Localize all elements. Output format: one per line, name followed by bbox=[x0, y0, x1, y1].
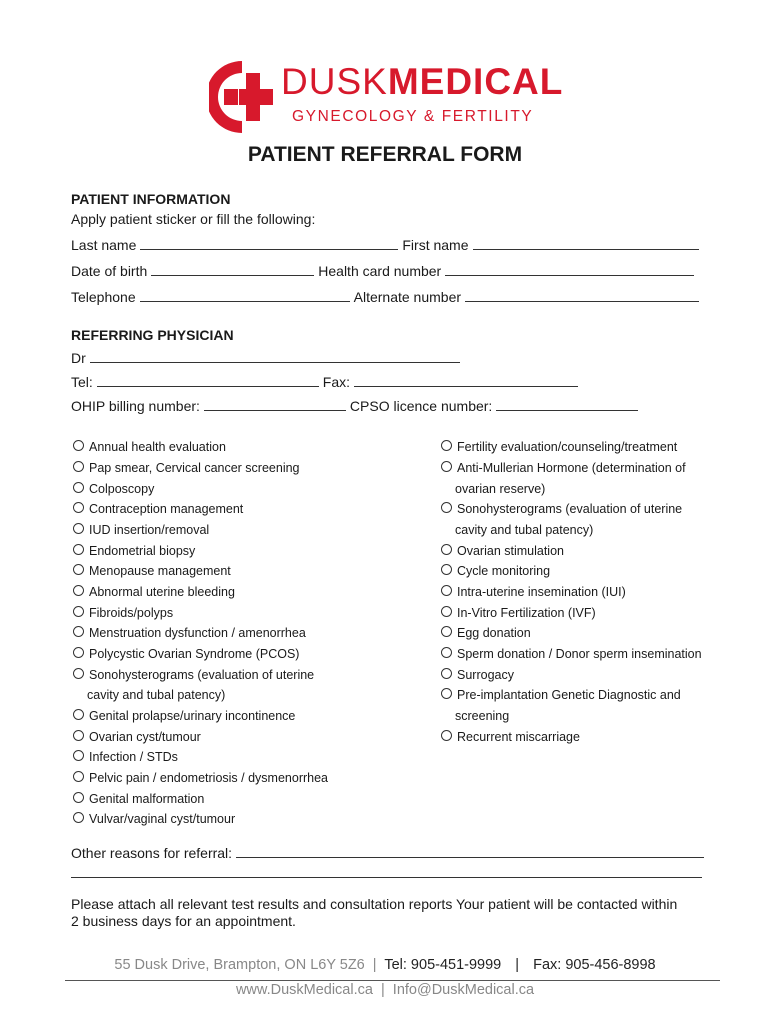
dr-row bbox=[71, 350, 464, 366]
option-right-continuation: cavity and tubal patency) bbox=[455, 523, 594, 537]
dob-field[interactable] bbox=[151, 263, 314, 276]
radio-circle-icon[interactable] bbox=[73, 709, 84, 720]
brand-name-bold: MEDICAL bbox=[387, 61, 564, 102]
tel-field[interactable] bbox=[97, 374, 319, 387]
fax-field[interactable] bbox=[354, 374, 578, 387]
radio-circle-icon[interactable] bbox=[73, 812, 84, 823]
option-right[interactable]: Sperm donation / Donor sperm insemination bbox=[441, 646, 702, 662]
option-right[interactable]: In-Vitro Fertilization (IVF) bbox=[441, 605, 596, 621]
option-right[interactable]: Cycle monitoring bbox=[441, 563, 550, 579]
option-right[interactable]: Fertility evaluation/counseling/treatment bbox=[441, 439, 677, 455]
telephone-label: Telephone bbox=[71, 289, 136, 305]
radio-circle-icon[interactable] bbox=[73, 647, 84, 658]
radio-circle-icon[interactable] bbox=[441, 564, 452, 575]
radio-circle-icon[interactable] bbox=[441, 668, 452, 679]
option-right[interactable]: Egg donation bbox=[441, 625, 531, 641]
patient-info-instruction: Apply patient sticker or fill the following: bbox=[71, 211, 316, 227]
brand-name-light: DUSK bbox=[281, 61, 388, 102]
ohip-label: OHIP billing number: bbox=[71, 398, 200, 414]
radio-circle-icon[interactable] bbox=[73, 482, 84, 493]
radio-circle-icon[interactable] bbox=[73, 668, 84, 679]
radio-circle-icon[interactable] bbox=[73, 730, 84, 741]
radio-circle-icon[interactable] bbox=[441, 544, 452, 555]
radio-circle-icon[interactable] bbox=[441, 585, 452, 596]
footer-fax: Fax: 905-456-8998 bbox=[533, 957, 656, 973]
option-left[interactable]: Vulvar/vaginal cyst/tumour bbox=[73, 811, 235, 827]
radio-circle-icon[interactable] bbox=[73, 502, 84, 513]
name-row bbox=[71, 237, 703, 253]
brand-name bbox=[281, 62, 563, 102]
option-right[interactable]: Sonohysterograms (evaluation of uterine bbox=[441, 501, 682, 517]
radio-circle-icon[interactable] bbox=[73, 750, 84, 761]
option-left[interactable]: IUD insertion/removal bbox=[73, 522, 209, 538]
radio-circle-icon[interactable] bbox=[73, 544, 84, 555]
option-left[interactable]: Polycystic Ovarian Syndrome (PCOS) bbox=[73, 646, 299, 662]
option-right[interactable]: Anti-Mullerian Hormone (determination of bbox=[441, 460, 686, 476]
footer-separator: | bbox=[372, 957, 377, 973]
fax-label: Fax: bbox=[322, 374, 351, 390]
footer-web bbox=[0, 982, 770, 998]
option-left[interactable]: Sonohysterograms (evaluation of uterine bbox=[73, 667, 314, 683]
option-left[interactable]: Colposcopy bbox=[73, 481, 154, 497]
option-right[interactable]: Recurrent miscarriage bbox=[441, 729, 580, 745]
radio-circle-icon[interactable] bbox=[73, 771, 84, 782]
logo-cross-icon bbox=[209, 59, 273, 135]
telephone-row bbox=[71, 289, 703, 305]
radio-circle-icon[interactable] bbox=[73, 606, 84, 617]
form-title: PATIENT REFERRAL FORM bbox=[247, 143, 523, 166]
billing-row bbox=[71, 398, 642, 414]
other-reasons-row bbox=[71, 845, 708, 861]
option-right-continuation: ovarian reserve) bbox=[455, 482, 546, 496]
radio-circle-icon[interactable] bbox=[73, 461, 84, 472]
dr-field[interactable] bbox=[90, 350, 460, 363]
option-left-continuation: cavity and tubal patency) bbox=[87, 688, 226, 702]
radio-circle-icon[interactable] bbox=[441, 647, 452, 658]
option-right[interactable]: Surrogacy bbox=[441, 667, 514, 683]
option-right-continuation: screening bbox=[455, 709, 510, 723]
radio-circle-icon[interactable] bbox=[441, 730, 452, 741]
option-left[interactable]: Pap smear, Cervical cancer screening bbox=[73, 460, 300, 476]
patient-info-heading: PATIENT INFORMATION bbox=[71, 191, 231, 207]
other-reasons-label: Other reasons for referral: bbox=[71, 845, 233, 861]
first-name-label: First name bbox=[402, 237, 469, 253]
option-left[interactable]: Menstruation dysfunction / amenorrhea bbox=[73, 625, 306, 641]
radio-circle-icon[interactable] bbox=[73, 440, 84, 451]
last-name-field[interactable] bbox=[140, 237, 398, 250]
other-reasons-field[interactable] bbox=[236, 845, 704, 858]
health-card-field[interactable] bbox=[445, 263, 694, 276]
option-left[interactable]: Genital prolapse/urinary incontinence bbox=[73, 708, 295, 724]
tel-fax-row bbox=[71, 374, 582, 390]
radio-circle-icon[interactable] bbox=[73, 523, 84, 534]
cpso-label: CPSO licence number: bbox=[349, 398, 493, 414]
radio-circle-icon[interactable] bbox=[73, 564, 84, 575]
option-right[interactable]: Intra-uterine insemination (IUI) bbox=[441, 584, 626, 600]
brand-tagline: GYNECOLOGY & FERTILITY bbox=[292, 108, 534, 125]
option-left[interactable]: Annual health evaluation bbox=[73, 439, 226, 455]
radio-circle-icon[interactable] bbox=[441, 626, 452, 637]
other-reasons-field-line2[interactable] bbox=[71, 877, 702, 878]
option-left[interactable]: Abnormal uterine bleeding bbox=[73, 584, 235, 600]
option-right[interactable]: Ovarian stimulation bbox=[441, 543, 564, 559]
footer-separator: | bbox=[515, 957, 520, 973]
alternate-label: Alternate number bbox=[353, 289, 462, 305]
dr-label: Dr bbox=[71, 350, 86, 366]
footer-website-link[interactable]: www.DuskMedical.ca bbox=[235, 982, 373, 998]
option-left[interactable]: Pelvic pain / endometriosis / dysmenorrhea bbox=[73, 770, 328, 786]
footer-contact bbox=[0, 957, 770, 973]
radio-circle-icon[interactable] bbox=[73, 626, 84, 637]
option-left[interactable]: Fibroids/polyps bbox=[73, 605, 173, 621]
ohip-field[interactable] bbox=[204, 398, 346, 411]
radio-circle-icon[interactable] bbox=[441, 440, 452, 451]
footer-email-link[interactable]: Info@DuskMedical.ca bbox=[392, 982, 535, 998]
last-name-label: Last name bbox=[71, 237, 137, 253]
radio-circle-icon[interactable] bbox=[441, 606, 452, 617]
option-right[interactable]: Pre-implantation Genetic Diagnostic and bbox=[441, 687, 681, 703]
option-left[interactable]: Ovarian cyst/tumour bbox=[73, 729, 201, 745]
telephone-field[interactable] bbox=[140, 289, 350, 302]
health-card-label: Health card number bbox=[318, 263, 442, 279]
note-line1: Please attach all relevant test results and consultation reports Your patient will be contacted within bbox=[71, 896, 678, 912]
note-line2: 2 business days for an appointment. bbox=[71, 913, 296, 929]
radio-circle-icon[interactable] bbox=[441, 688, 452, 699]
footer-separator: | bbox=[380, 982, 385, 998]
footer-divider bbox=[65, 980, 720, 981]
radio-circle-icon[interactable] bbox=[441, 461, 452, 472]
option-left[interactable]: Menopause management bbox=[73, 563, 231, 579]
tel-label: Tel: bbox=[71, 374, 93, 390]
first-name-field[interactable] bbox=[473, 237, 699, 250]
referring-heading: REFERRING PHYSICIAN bbox=[71, 327, 234, 343]
dob-label: Date of birth bbox=[71, 263, 148, 279]
footer-tel: Tel: 905-451-9999 bbox=[384, 957, 502, 973]
radio-circle-icon[interactable] bbox=[73, 585, 84, 596]
footer-address: 55 Dusk Drive, Brampton, ON L6Y 5Z6 bbox=[114, 957, 365, 973]
option-left[interactable]: Infection / STDs bbox=[73, 749, 178, 765]
radio-circle-icon[interactable] bbox=[441, 502, 452, 513]
radio-circle-icon[interactable] bbox=[73, 792, 84, 803]
dob-row bbox=[71, 263, 698, 279]
cpso-field[interactable] bbox=[496, 398, 638, 411]
alternate-field[interactable] bbox=[465, 289, 699, 302]
option-left[interactable]: Genital malformation bbox=[73, 791, 204, 807]
option-left[interactable]: Endometrial biopsy bbox=[73, 543, 195, 559]
option-left[interactable]: Contraception management bbox=[73, 501, 243, 517]
